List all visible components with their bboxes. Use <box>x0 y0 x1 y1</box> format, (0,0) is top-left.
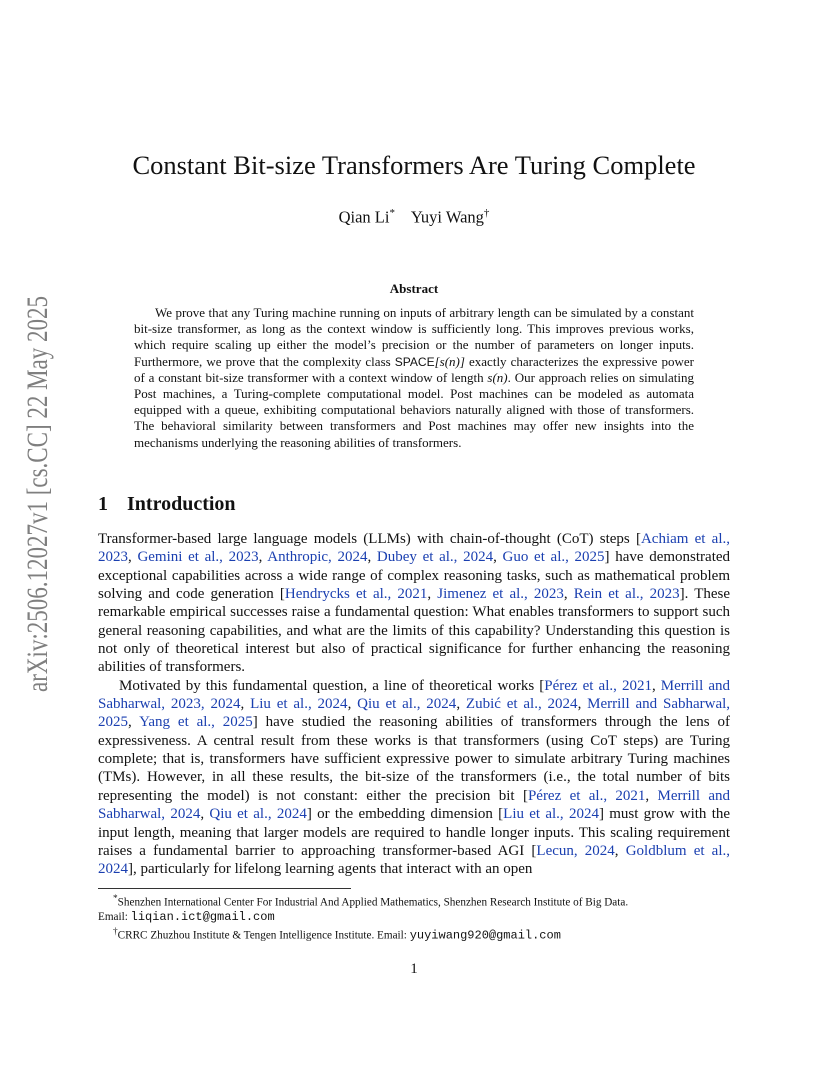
intro-text: ] must grow with the input length, meaning that larger models are required to handle longer inputs. This scaling requirement raises a fundamental barrier to approaching transformer-based AGI [ <box>98 806 731 859</box>
intro-text: ], particularly for lifelong learning agents that interact with an open <box>128 861 533 878</box>
footnote-text: CRRC Zhuzhou Institute & Tengen Intelligence Institute. Email: <box>117 929 410 942</box>
citation-link[interactable]: Liu et al., 2024 <box>503 806 599 823</box>
intro-text: , <box>128 549 138 566</box>
intro-text: , <box>427 586 438 603</box>
citation-link[interactable]: Merrill and Sabharwal, 2025 <box>98 696 731 731</box>
arxiv-id-text: arXiv:2506.12027v1 [cs.CC] 22 May 2025 <box>21 296 54 692</box>
intro-text: , <box>258 549 268 566</box>
footnotes <box>98 892 730 943</box>
intro-text: , <box>240 696 251 713</box>
intro-text: ] have studied the reasoning abilities of transformers through the lens of expressiveness. A central result from these works is that transformers (using CoT steps) are Turing complete; that is, transformers have sufficient expressive power to simulate arbitrary Turing machines (TMs). However, in all these results, the bit-size of the transformers (i.e., the total number of bits representing the model) is not constant: either the precision bit [ <box>98 714 731 804</box>
section-title: Introduction <box>127 493 236 515</box>
abstract-text: . Our approach relies on simulating Post machines, a Turing-complete computational model. Post machines can be modeled as automata equipped with a queue, exhibiting computational behaviors naturally aligned with those of transformers. The behavioral similarity between transformers and Post machines may offer new insights into the mechanisms underlying the reasoning abilities of transformers. <box>134 369 694 450</box>
intro-text: , <box>456 696 466 713</box>
citation-link[interactable]: Goldblum et al., 2024 <box>98 842 730 878</box>
abstract-paragraph <box>134 305 694 451</box>
footnote-mark: * <box>113 894 118 904</box>
intro-text: , <box>614 842 626 859</box>
citation-link[interactable]: Rein et al., 2023 <box>573 586 680 603</box>
section-number: 1 <box>98 493 108 515</box>
citation-link[interactable]: Achiam et al., 2023 <box>98 531 731 566</box>
intro-paragraph <box>98 530 730 677</box>
intro-text: ] or the embedding dimension [ <box>306 806 504 823</box>
page-number: 1 <box>410 961 418 977</box>
footnote-rule <box>98 888 351 889</box>
author-footnote-mark: * <box>389 207 395 219</box>
citation-link[interactable]: Pérez et al., 2021 <box>527 787 646 804</box>
intro-text: , <box>563 586 574 603</box>
intro-text: , <box>128 714 140 731</box>
author-list <box>0 207 828 228</box>
citation-link[interactable]: Liu et al., 2024 <box>250 696 348 713</box>
citation-link[interactable]: Merrill and Sabharwal, 2024 <box>98 787 730 823</box>
footnote-affiliation-1 <box>98 892 730 925</box>
intro-text: , <box>493 549 503 566</box>
email-link[interactable]: liqian.ict@gmail.com <box>130 910 275 925</box>
author-name: Yuyi Wang <box>410 207 484 227</box>
section-heading <box>98 493 236 516</box>
citation-link[interactable]: Anthropic, 2024 <box>267 549 368 566</box>
window-length: s(n) <box>487 369 508 385</box>
author-name: Qian Li <box>338 207 390 227</box>
footnote-text: Email: <box>98 911 131 924</box>
intro-text: ]. These remarkable empirical successes raise a fundamental question: What enables transformers to support such general reasoning capabilities, and what are the limits of this capability? Understanding this question is not only of theoretical interest but also of practical significance for further enhancing the reasoning abilities of transformers. <box>98 586 731 676</box>
intro-text: Transformer-based large language models (LLMs) with chain-of-thought (CoT) steps [ <box>98 531 641 547</box>
complexity-class: SPACE <box>394 354 435 369</box>
intro-text: Motivated by this fundamental question, a line of theoretical works [ <box>119 677 545 694</box>
citation-link[interactable]: Jimenez et al., 2023 <box>437 586 564 603</box>
intro-text: , <box>577 696 588 713</box>
citation-link[interactable]: Pérez et al., 2021 <box>544 677 652 694</box>
citation-link[interactable]: Dubey et al., 2024 <box>376 549 494 566</box>
intro-text: ] have demonstrated exceptional capabilities across a wide range of complex reasoning tasks, such as mathematical problem solving and code generation [ <box>98 549 731 603</box>
intro-text: , <box>200 806 210 823</box>
intro-paragraph <box>98 677 730 879</box>
intro-text: , <box>651 677 661 694</box>
abstract-text: exactly characterizes the expressive power of a constant bit-size transformer with a context window of length <box>134 353 694 385</box>
complexity-arg: [s(n)] <box>434 353 465 369</box>
citation-link[interactable]: Merrill and Sabharwal, 2023, 2024 <box>98 677 731 713</box>
paper-title: Constant Bit-size Transformers Are Turing Complete <box>132 150 696 180</box>
intro-text: , <box>645 787 658 804</box>
citation-link[interactable]: Qiu et al., 2024 <box>357 696 457 713</box>
citation-link[interactable]: Zubić et al., 2024 <box>465 696 578 713</box>
footnote-text: Shenzhen International Center For Industrial And Applied Mathematics, Shenzhen Research Institute of Big Data. <box>117 896 629 909</box>
citation-link[interactable]: Guo et al., 2025 <box>502 549 605 566</box>
citation-link[interactable]: Qiu et al., 2024 <box>209 806 307 823</box>
arxiv-sidebar <box>7 296 59 692</box>
citation-link[interactable]: Gemini et al., 2023 <box>137 549 259 566</box>
intro-text: , <box>367 549 377 566</box>
citation-link[interactable]: Lecun, 2024 <box>536 842 615 859</box>
abstract-text: We prove that any Turing machine running on inputs of arbitrary length can be simulated by a constant bit-size transformer, as long as the context window is sufficiently long. This improves previous works, which require scaling up either the model’s precision or the number of parameters on longer inputs. Furthermore, we prove that the complexity class <box>134 305 694 369</box>
citation-link[interactable]: Hendrycks et al., 2021 <box>284 586 428 603</box>
citation-link[interactable]: Yang et al., 2025 <box>139 714 253 731</box>
intro-body <box>98 530 730 879</box>
author-footnote-mark: † <box>483 207 490 219</box>
abstract-heading: Abstract <box>389 281 439 296</box>
intro-text: , <box>347 696 358 713</box>
footnote-affiliation-2 <box>98 925 730 943</box>
footnote-mark: † <box>113 926 118 937</box>
email-link[interactable]: yuyiwang920@gmail.com <box>409 928 561 943</box>
